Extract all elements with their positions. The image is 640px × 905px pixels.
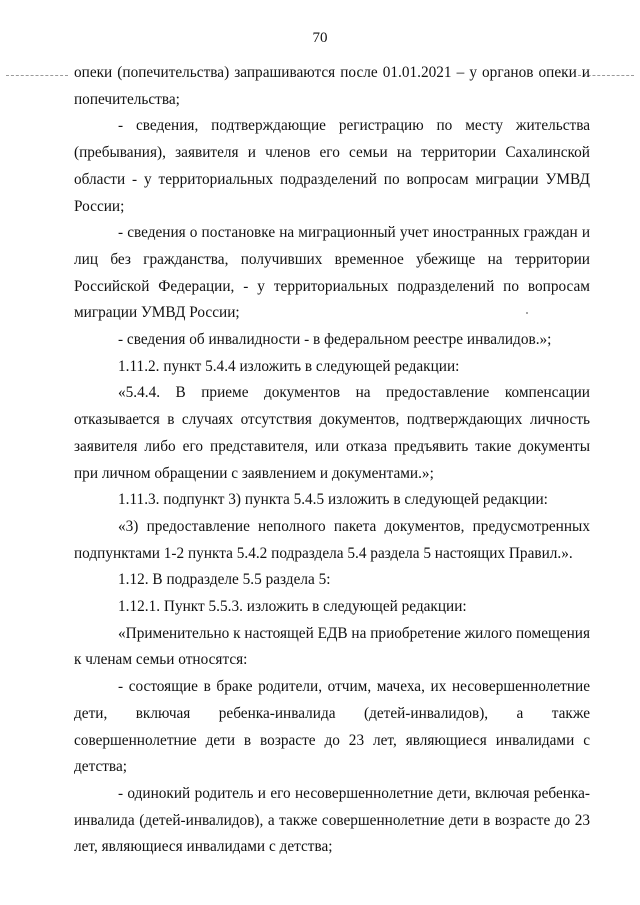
paragraph-11: «Применительно к настоящей ЕДВ на приобретение жилого помещения к членам семьи относятся: xyxy=(74,624,590,669)
scan-artifact-left xyxy=(6,75,68,76)
paragraph-2: - сведения, подтверждающие регистрацию по месту жительства (пребывания), заявителя и членов его семьи на территории Сахалинской области - у территориальных подразделений по вопросам миграции УМВД России; xyxy=(74,117,590,215)
paragraph-9: 1.12. В подразделе 5.5 раздела 5: xyxy=(118,571,331,589)
paragraph-7: 1.11.3. подпункт 3) пункта 5.4.5 изложить в следующей редакции: xyxy=(118,491,548,509)
paragraph-4: - сведения об инвалидности - в федеральном реестре инвалидов.»; xyxy=(118,331,552,349)
paragraph-6: «5.4.4. В приеме документов на предоставление компенсации отказывается в случаях отсутствия документов, подтверждающих личность заявителя либо его представителя, или отказа предъявить такие документы при личном обращении с заявлением и документами.»; xyxy=(74,384,590,482)
paragraph-5: 1.11.2. пункт 5.4.4 изложить в следующей редакции: xyxy=(118,357,460,375)
paragraph-10: 1.12.1. Пункт 5.5.3. изложить в следующей редакции: xyxy=(118,598,467,616)
paragraph-12: - состоящие в браке родители, отчим, мачеха, их несовершеннолетние дети, включая ребенка-инвалида (детей-инвалидов), а также совершеннолетние дети в возрасте до 23 лет, являющиеся инвалидами с детства; xyxy=(74,678,590,776)
paragraph-1: опеки (попечительства) запрашиваются после 01.01.2021 – у органов опеки и попечительства; xyxy=(74,64,590,108)
paragraph-3: - сведения о постановке на миграционный учет иностранных граждан и лиц без гражданства, получивших временное убежище на территории Российской Федерации, - у территориальных подразделений по вопросам миграции УМВД России; xyxy=(74,224,590,322)
paragraph-8: «3) предоставление неполного пакета документов, предусмотренных подпунктами 1-2 пункта 5.4.2 подраздела 5.4 раздела 5 настоящих Правил.». xyxy=(74,517,590,562)
page-number: 70 xyxy=(312,30,328,46)
document-body xyxy=(74,60,590,861)
paragraph-13: - одинокий родитель и его несовершеннолетние дети, включая ребенка-инвалида (детей-инвалидов), а также совершеннолетние дети в возрасте до 23 лет, являющиеся инвалидами с детства; xyxy=(74,784,590,856)
